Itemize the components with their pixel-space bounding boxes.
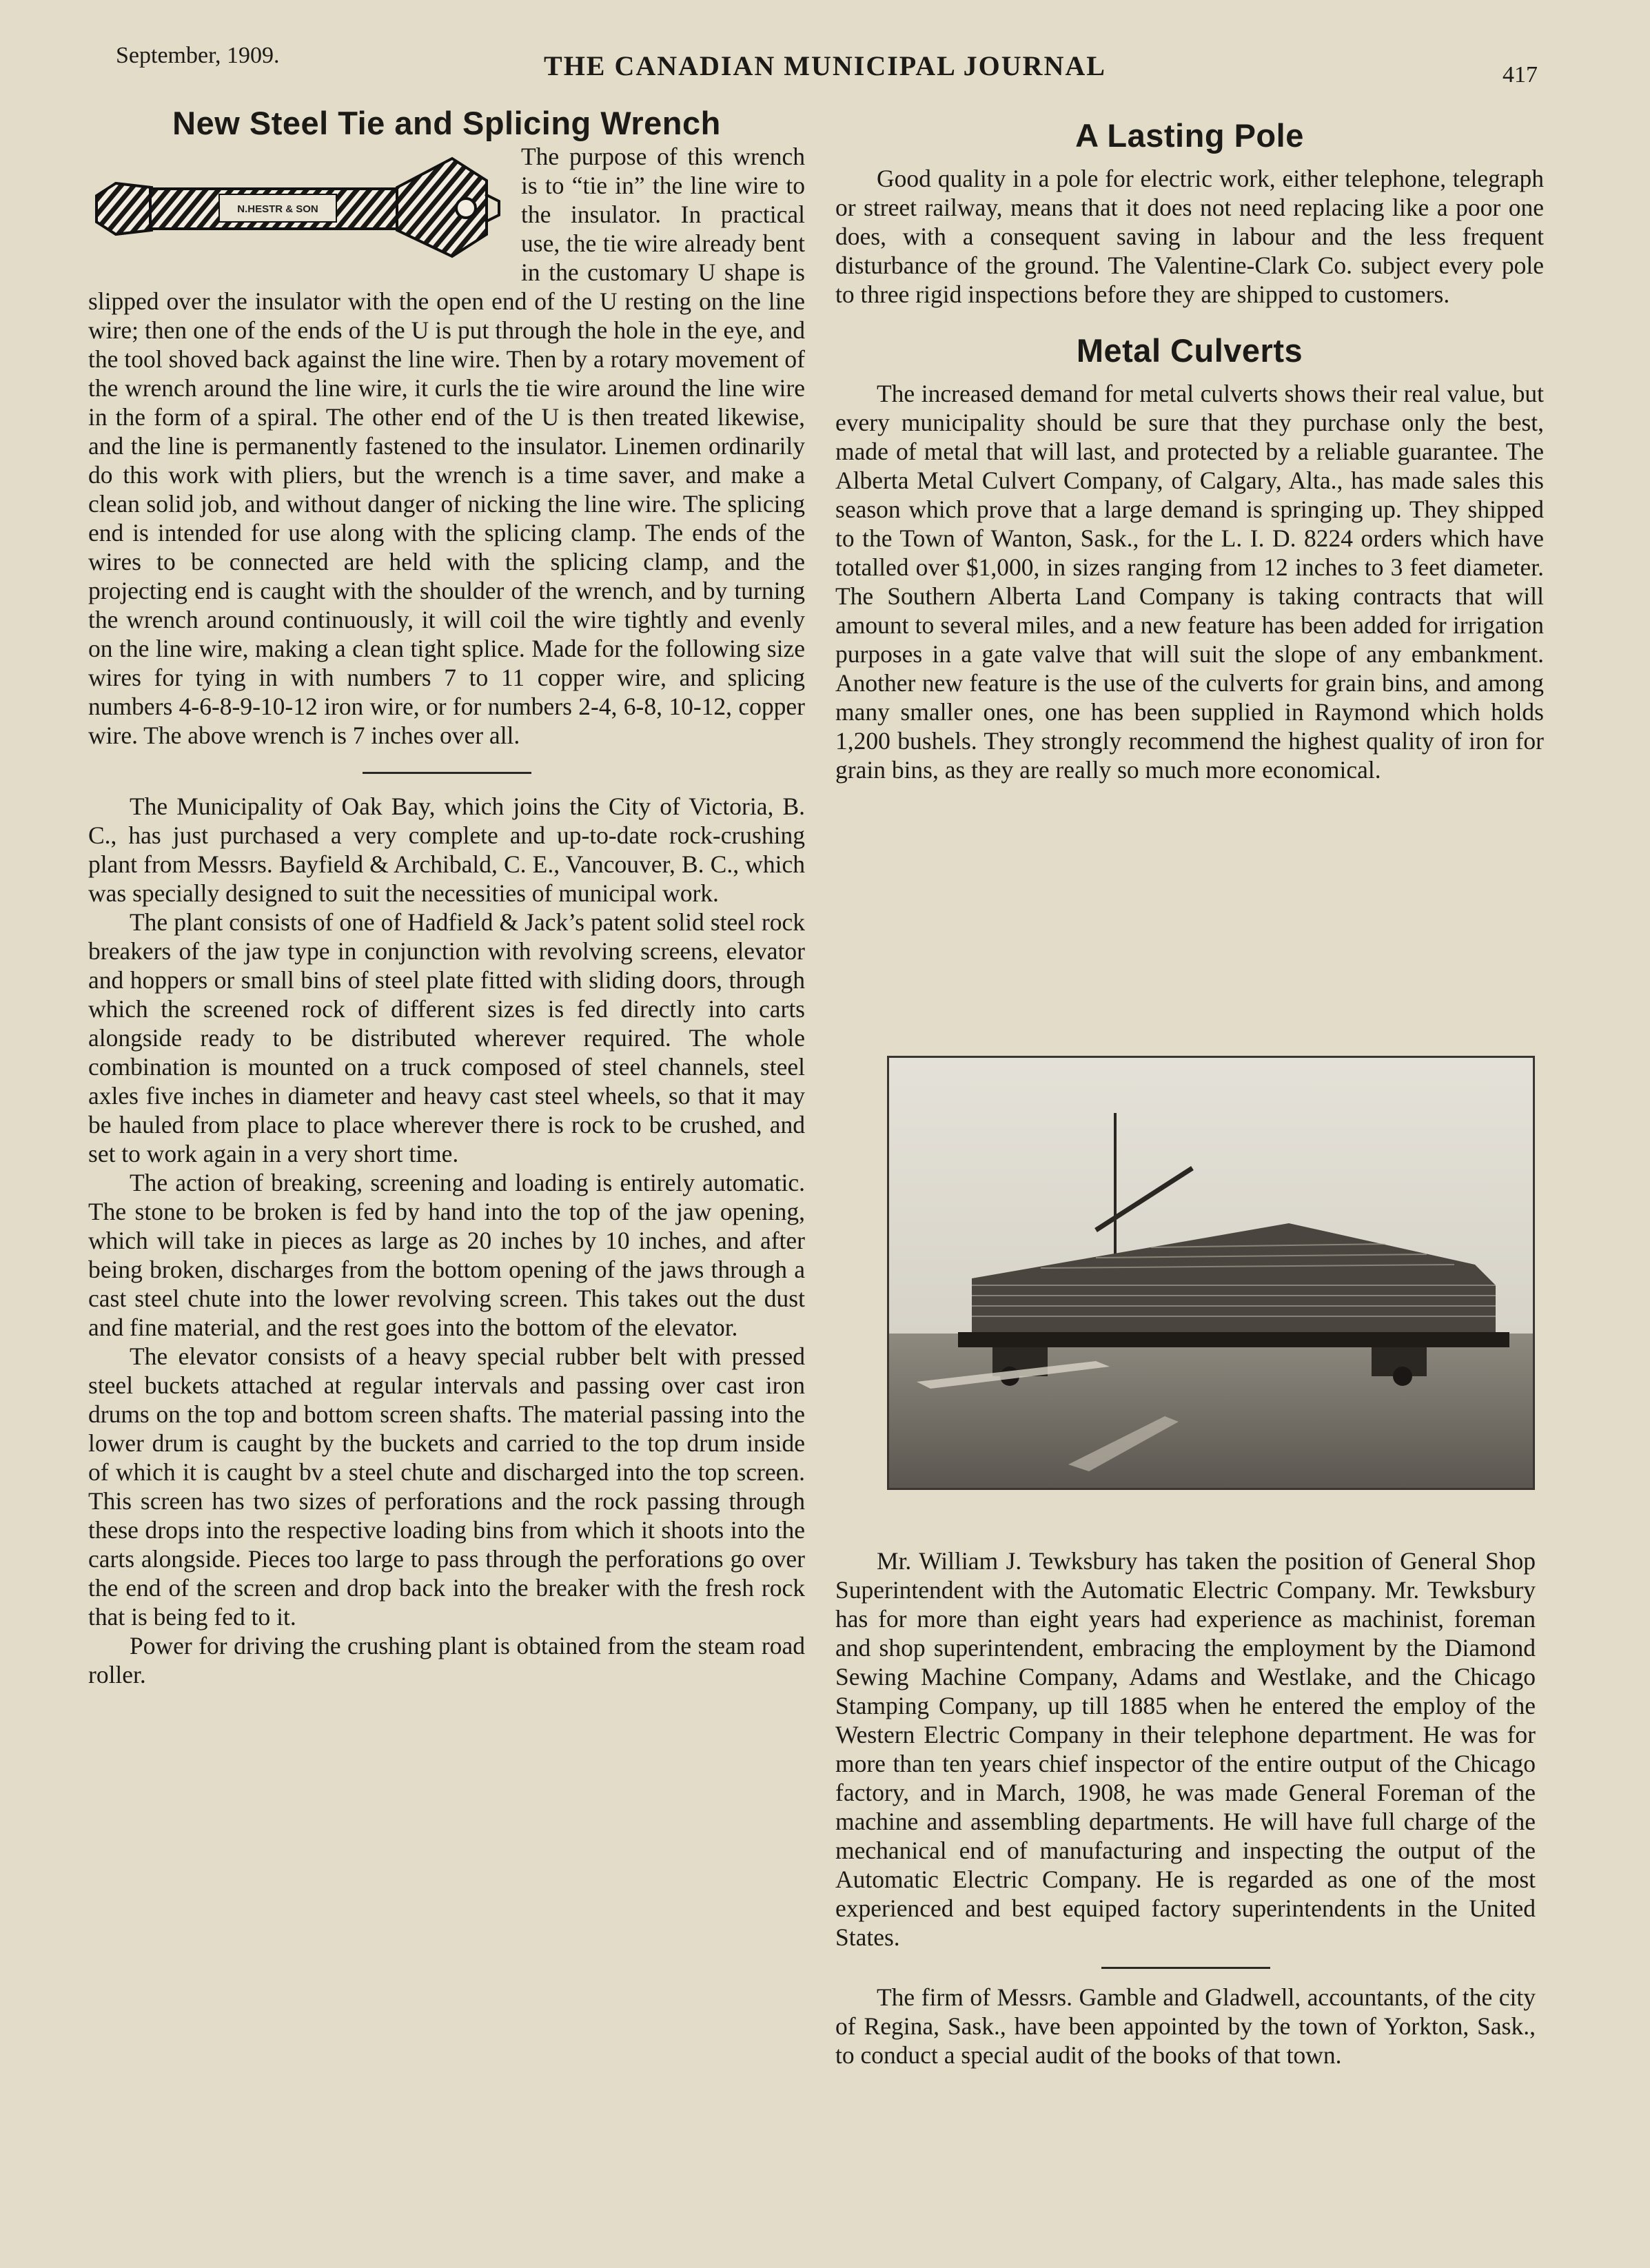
wrench-article-title: New Steel Tie and Splicing Wrench	[172, 105, 721, 141]
oak-bay-paragraph: The elevator consists of a heavy special rubber belt with pressed steel buckets attached at regular intervals and passing over cast iron drums on the top and bottom screen shafts. The material passing into the lower drum is caught by the buckets and carried to the top drum inside of which it is caught bv a steel chute and discharged into the top screen. This screen has two sizes of perforations and the rock passing through these drops into the respective loading bins from which it shoots into the carts alongside. Pieces too large to pass through the perforations go over the end of the screen and drop back into the breaker with the fresh rock that is being fed to it.	[88, 1342, 805, 1631]
right-column-bottom	[835, 1546, 1536, 2070]
oak-bay-paragraph: The Municipality of Oak Bay, which joins the City of Victoria, B. C., has just purchased a very complete and up-to-date rock-crushing plant from Messrs. Bayfield & Archibald, C. E., Vancouver, B. C., which was specially designed to suit the necessities of municipal work.	[88, 793, 805, 907]
pole-article-body: Good quality in a pole for electric work, either telephone, telegraph or street railway, means that it does not need replacing like a poor one does, with a consequent saving in labour and the less frequent disturbance of the ground. The Valentine-Clark Co. subject every pole to three rigid inspections before they are shipped to customers.	[835, 165, 1544, 308]
header-date: September, 1909.	[116, 43, 280, 68]
wrench-illustration	[88, 146, 502, 263]
culvert-article-body: The increased demand for metal culverts shows their real value, but every municipality should be sure that they purchase only the best, made of metal that will last, and protected by a reliable guarantee. The Alberta Metal Culvert Company, of Calgary, Alta., has made sales this season which prove that a large demand is springing up. They shipped to the Town of Wanton, Sask., for the L. I. D. 8224 orders which have totalled over $1,000, in sizes ranging from 12 inches to 3 feet diameter. The Southern Alberta Land Company is taking contracts that will amount to several miles, and a new feature has been added for irrigation purposes in a gate valve that will suit the slope of any embankment. Another new feature is the use of the culverts for grain bins, and among many smaller ones, one has been supplied in Raymond which holds 1,200 bushels. They strongly recommend the highest quality of iron for grain bins, as they are really so much more economical.	[835, 380, 1544, 784]
right-column-top	[835, 117, 1544, 784]
page-number: 417	[1503, 62, 1538, 88]
tewksbury-article-body: Mr. William J. Tewksbury has taken the position of General Shop Superintendent with the Automatic Electric Company. Mr. Tewksbury has for more than eight years had experience as machinist, foreman and shop superintendent, embracing the employment by the Diamond Sewing Machine Company, Adams and Westlake, and the Chicago Stamping Company, up till 1885 when he entered the employ of the Western Electric Company in their telephone department. He was for more than ten years chief inspector of the entire output of the Chicago factory, and in March, 1908, he was made General Foreman of the machine and assembling departments. He will have full charge of the mechanical end of manufacturing and inspecting the output of the Automatic Electric Company. He is regarded as one of the most experienced and best equiped factory superintendents in the United States.	[835, 1547, 1536, 1951]
wrench-maker-label: N.HESTR & SON	[237, 203, 318, 215]
wrench-article-body: The purpose of this wrench is to “tie in” the line wire to the insulator. In practical use, the tie wire already bent in the customary U shape is slipped over the insulator with the open end of the U resting on the line wire; then one of the ends of the U is put through the hole in the eye, and the tool shoved back against the line wire. Then by a rotary movement of the wrench around the line wire, it curls the tie wire around the line wire in the form of a spiral. The other end of the U is then treated likewise, and the line is permanently fastened to the insulator. Linemen ordinarily do this work with pliers, but the wrench is a time saver, and make a clean solid job, and without danger of nicking the line wire. The splicing end is intended for use along with the splicing clamp. The ends of the wires to be connected are held with the splicing clamp, and the projecting end is caught with the shoulder of the wrench, and by turning the wrench around continuously, it will coil the wire tightly and evenly on the line wire, making a clean tight splice. Made for the following size wires for tying in with numbers 7 to 11 copper wire, and splicing numbers 4-6-8-9-10-12 iron wire, or for numbers 2-4, 6-8, 10-12, copper wire. The above wrench is 7 inches over all.	[88, 143, 805, 749]
section-divider	[363, 772, 531, 774]
pole-article-title: A Lasting Pole	[1075, 117, 1304, 154]
journal-title: THE CANADIAN MUNICIPAL JOURNAL	[544, 50, 1106, 81]
oak-bay-paragraph: The action of breaking, screening and loading is entirely automatic. The stone to be broken is fed by hand into the top of the jaw opening, which will take in pieces as large as 20 inches by 10 inches, and after being broken, discharges from the bottom opening of the jaws through a cast steel chute into the lower revolving screen. This takes out the dust and fine material, and the rest goes into the bottom of the elevator.	[88, 1169, 805, 1341]
section-divider	[1101, 1967, 1270, 1969]
oak-bay-paragraph: The plant consists of one of Hadfield & Jack’s patent solid steel rock breakers of the jaw type in conjunction with revolving screens, elevator and hoppers or small bins of steel plate fitted with sliding doors, through which the screened rock of different sizes is fed directly into carts alongside ready to be distributed wherever required. The whole combination is mounted on a truck composed of steel channels, steel axles five inches in diameter and heavy cast steel wheels, so that it may be hauled from place to place wherever there is rock to be crushed, and set to work again in a very short time.	[88, 908, 805, 1167]
left-column	[88, 105, 805, 1689]
gamble-article-body: The firm of Messrs. Gamble and Gladwell, accountants, of the city of Regina, Sask., have been appointed by the town of Yorkton, Sask., to conduct a special audit of the books of that town.	[835, 1983, 1536, 2069]
pole-car-photo	[887, 1056, 1535, 1490]
oak-bay-paragraph: Power for driving the crushing plant is obtained from the steam road roller.	[88, 1632, 805, 1688]
culvert-article-title: Metal Culverts	[1076, 332, 1303, 369]
